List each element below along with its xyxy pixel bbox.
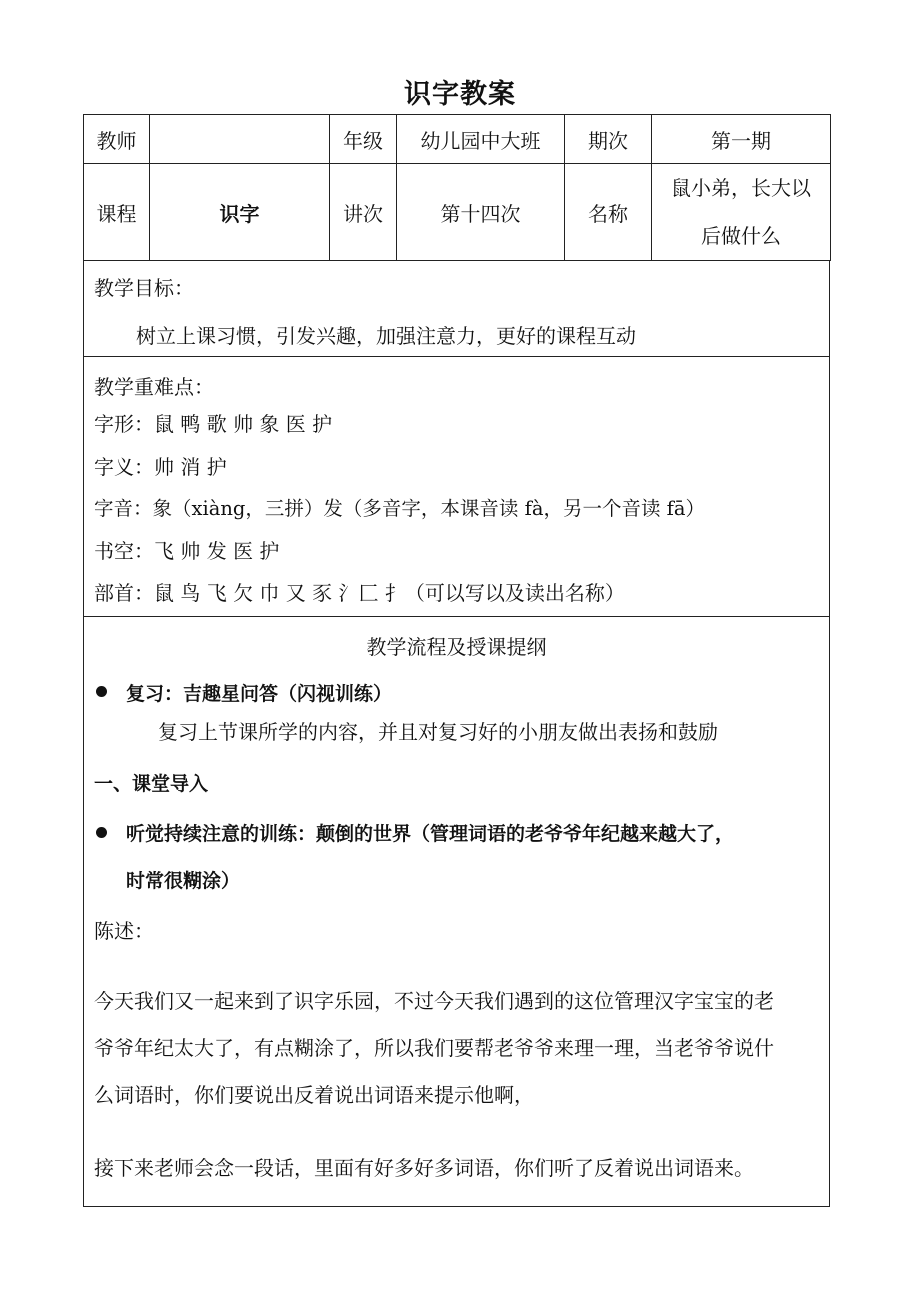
bullet-icon <box>96 686 107 697</box>
keypoint-sound: 字音：象（xiàng，三拼）发（多音字，本课音读 fà，另一个音读 fā） <box>94 497 705 520</box>
para1-line2: 爷爷年纪太大了，有点糊涂了，所以我们要帮老爷爷来理一理，当老爷爷说什 <box>94 1036 774 1060</box>
name-value-line1: 鼠小弟，长大以 <box>671 176 811 200</box>
flow-heading: 教学流程及授课提纲 <box>366 635 547 659</box>
course-label: 课程 <box>84 164 150 261</box>
keypoint-meaning: 字义：帅 消 护 <box>94 455 227 479</box>
training-title-line1: 听觉持续注意的训练：颠倒的世界（管理词语的老爷爷年纪越来越大了， <box>126 823 735 845</box>
period-value: 第一期 <box>652 115 831 164</box>
keypoint-writing: 书空：飞 帅 发 医 护 <box>94 539 280 563</box>
para1-line3: 么词语时，你们要说出反着说出词语来提示他啊， <box>94 1083 534 1107</box>
period-label: 期次 <box>565 115 652 164</box>
review-title: 复习：吉趣星问答（闪视训练） <box>126 683 393 705</box>
lesson-value: 第十四次 <box>397 164 565 261</box>
name-label: 名称 <box>565 164 652 261</box>
objectives-section <box>83 260 830 357</box>
lesson-label: 讲次 <box>330 164 397 261</box>
flow-section <box>83 617 830 1207</box>
para2: 接下来老师会念一段话，里面有好多好多词语，你们听了反着说出词语来。 <box>94 1156 754 1180</box>
grade-value: 幼儿园中大班 <box>397 115 565 164</box>
teacher-value <box>150 115 330 164</box>
name-value-line2: 后做什么 <box>701 224 781 248</box>
keypoints-section <box>83 357 830 617</box>
grade-label: 年级 <box>330 115 397 164</box>
course-value: 识字 <box>150 164 330 261</box>
keypoints-heading: 教学重难点： <box>94 375 214 399</box>
keypoint-radicals: 部首：鼠 鸟 飞 欠 巾 又 豕 氵匚 扌（可以写以及读出名称） <box>94 581 625 605</box>
page-title: 识字教案 <box>404 79 516 110</box>
review-text: 复习上节课所学的内容，并且对复习好的小朋友做出表扬和鼓励 <box>158 720 718 744</box>
para1-line1: 今天我们又一起来到了识字乐园，不过今天我们遇到的这位管理汉字宝宝的老 <box>94 989 774 1013</box>
lesson-info-table <box>83 114 831 261</box>
narration-label: 陈述： <box>94 919 154 943</box>
name-value <box>652 164 831 261</box>
teacher-label: 教师 <box>84 115 150 164</box>
objectives-text: 树立上课习惯，引发兴趣，加强注意力，更好的课程互动 <box>136 324 636 348</box>
training-title-line2: 时常很糊涂） <box>126 870 241 892</box>
objectives-heading: 教学目标： <box>94 276 194 300</box>
section-intro-heading: 一、课堂导入 <box>94 773 209 795</box>
keypoint-shape: 字形：鼠 鸭 歌 帅 象 医 护 <box>94 412 333 436</box>
bullet-icon <box>96 827 107 838</box>
